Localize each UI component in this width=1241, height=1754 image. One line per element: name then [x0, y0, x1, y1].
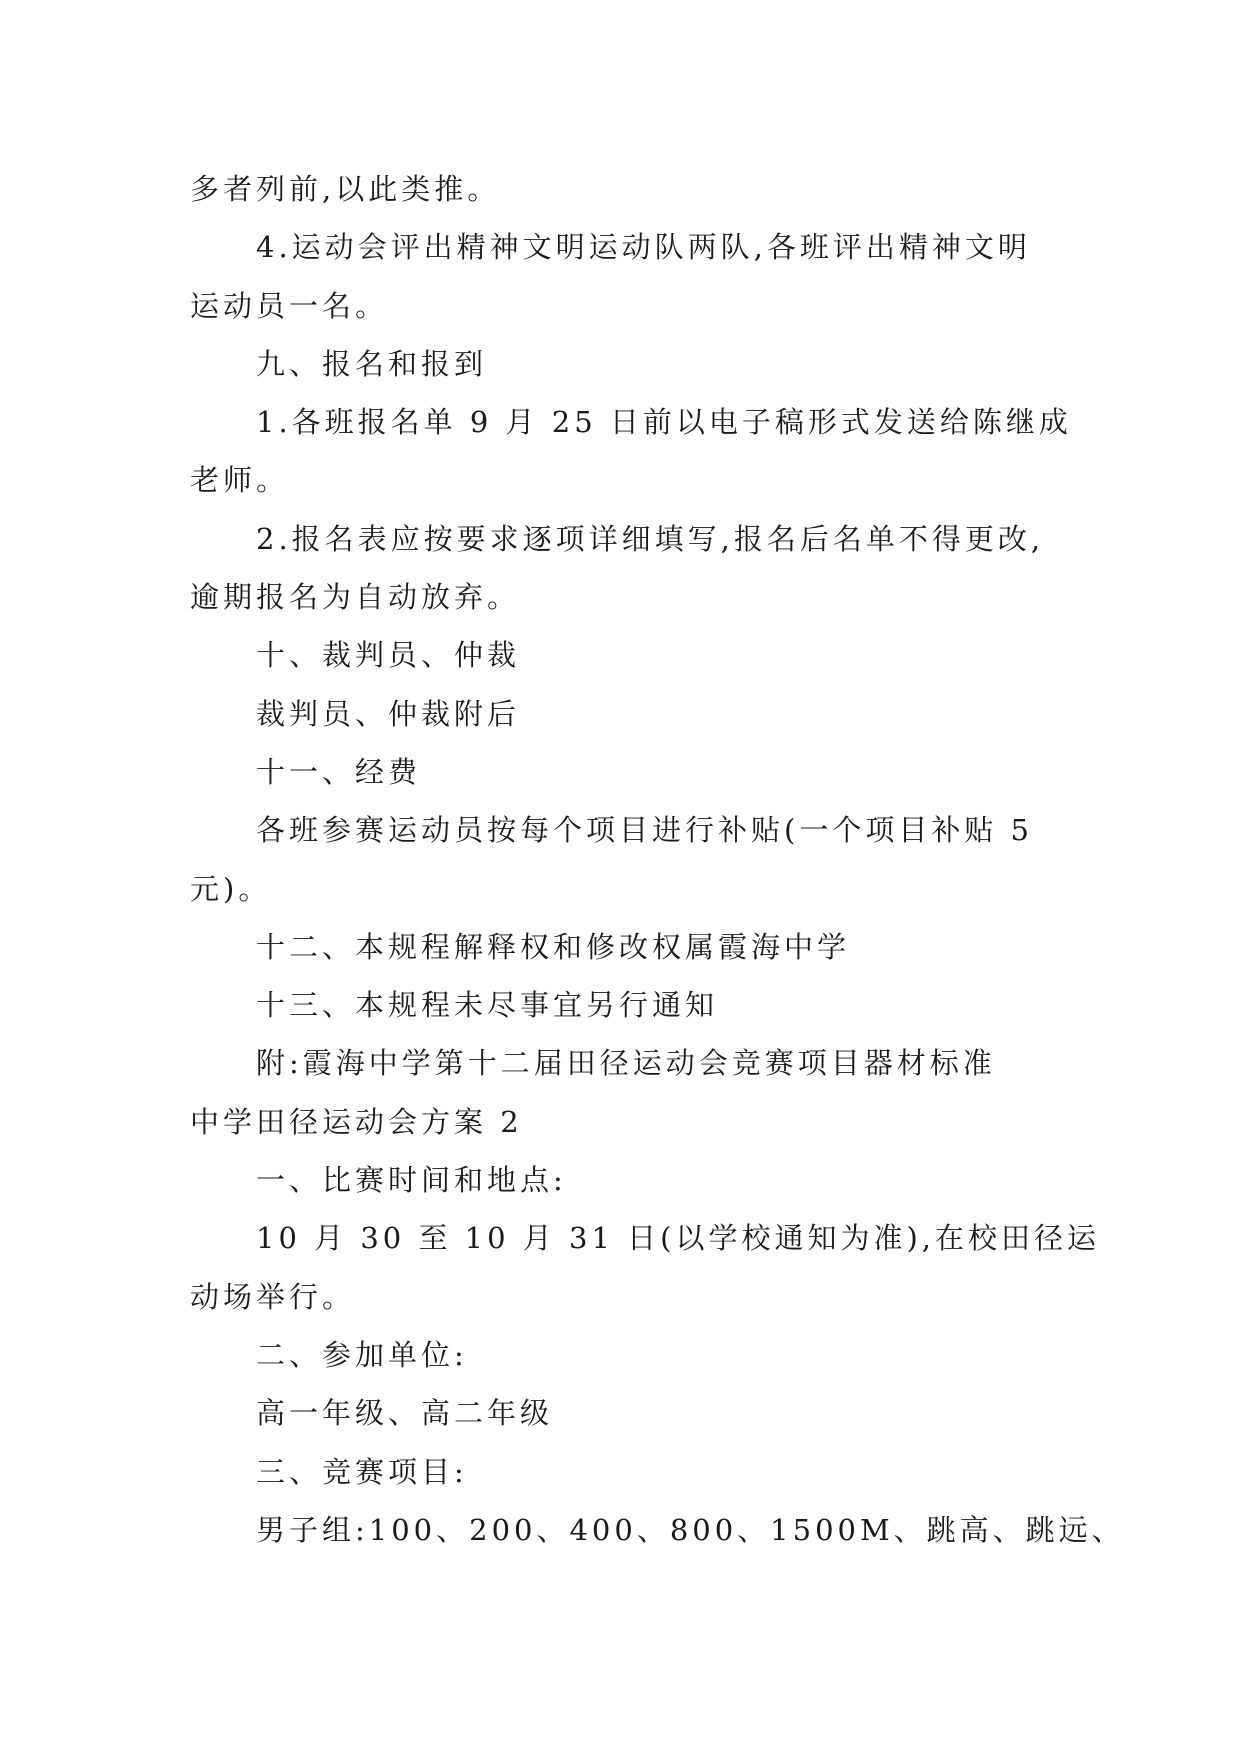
text-line: 运动员一名。 — [190, 288, 389, 323]
text-line: 高一年级、高二年级 — [256, 1396, 554, 1431]
text-line: 男子组:100、200、400、800、1500M、跳高、跳远、 — [256, 1512, 1125, 1547]
section-heading: 三、竞赛项目: — [256, 1454, 468, 1489]
section-heading: 一、比赛时间和地点: — [256, 1163, 567, 1198]
text-line: 2.报名表应按要求逐项详细填写,报名后名单不得更改, — [256, 521, 1045, 556]
text-line: 各班参赛运动员按每个项目进行补贴(一个项目补贴 5 — [256, 813, 1033, 848]
text-line: 元)。 — [190, 871, 272, 906]
text-line: 动场举行。 — [190, 1279, 356, 1314]
text-line: 10 月 30 至 10 月 31 日(以学校通知为准),在校田径运 — [256, 1221, 1100, 1256]
text-line: 多者列前,以此类推。 — [190, 172, 501, 206]
text-line: 老师。 — [190, 463, 290, 498]
section-heading: 十三、本规程未尽事宜另行通知 — [256, 988, 719, 1023]
section-heading: 九、报名和报到 — [256, 346, 488, 381]
text-line: 逾期报名为自动放弃。 — [190, 580, 521, 615]
section-heading: 十二、本规程解释权和修改权属霞海中学 — [256, 929, 851, 964]
section-heading: 十一、经费 — [256, 754, 422, 789]
text-line: 裁判员、仲裁附后 — [256, 696, 521, 731]
text-line: 1.各班报名单 9 月 25 日前以电子稿形式发送给陈继成 — [256, 405, 1072, 440]
text-line: 附:霞海中学第十二届田径运动会竞赛项目器材标准 — [256, 1046, 996, 1081]
document-title: 中学田径运动会方案 2 — [190, 1104, 523, 1139]
text-line: 4.运动会评出精神文明运动队两队,各班评出精神文明 — [256, 230, 1031, 265]
section-heading: 十、裁判员、仲裁 — [256, 638, 521, 673]
section-heading: 二、参加单位: — [256, 1337, 468, 1372]
document-body — [190, 160, 1125, 1559]
